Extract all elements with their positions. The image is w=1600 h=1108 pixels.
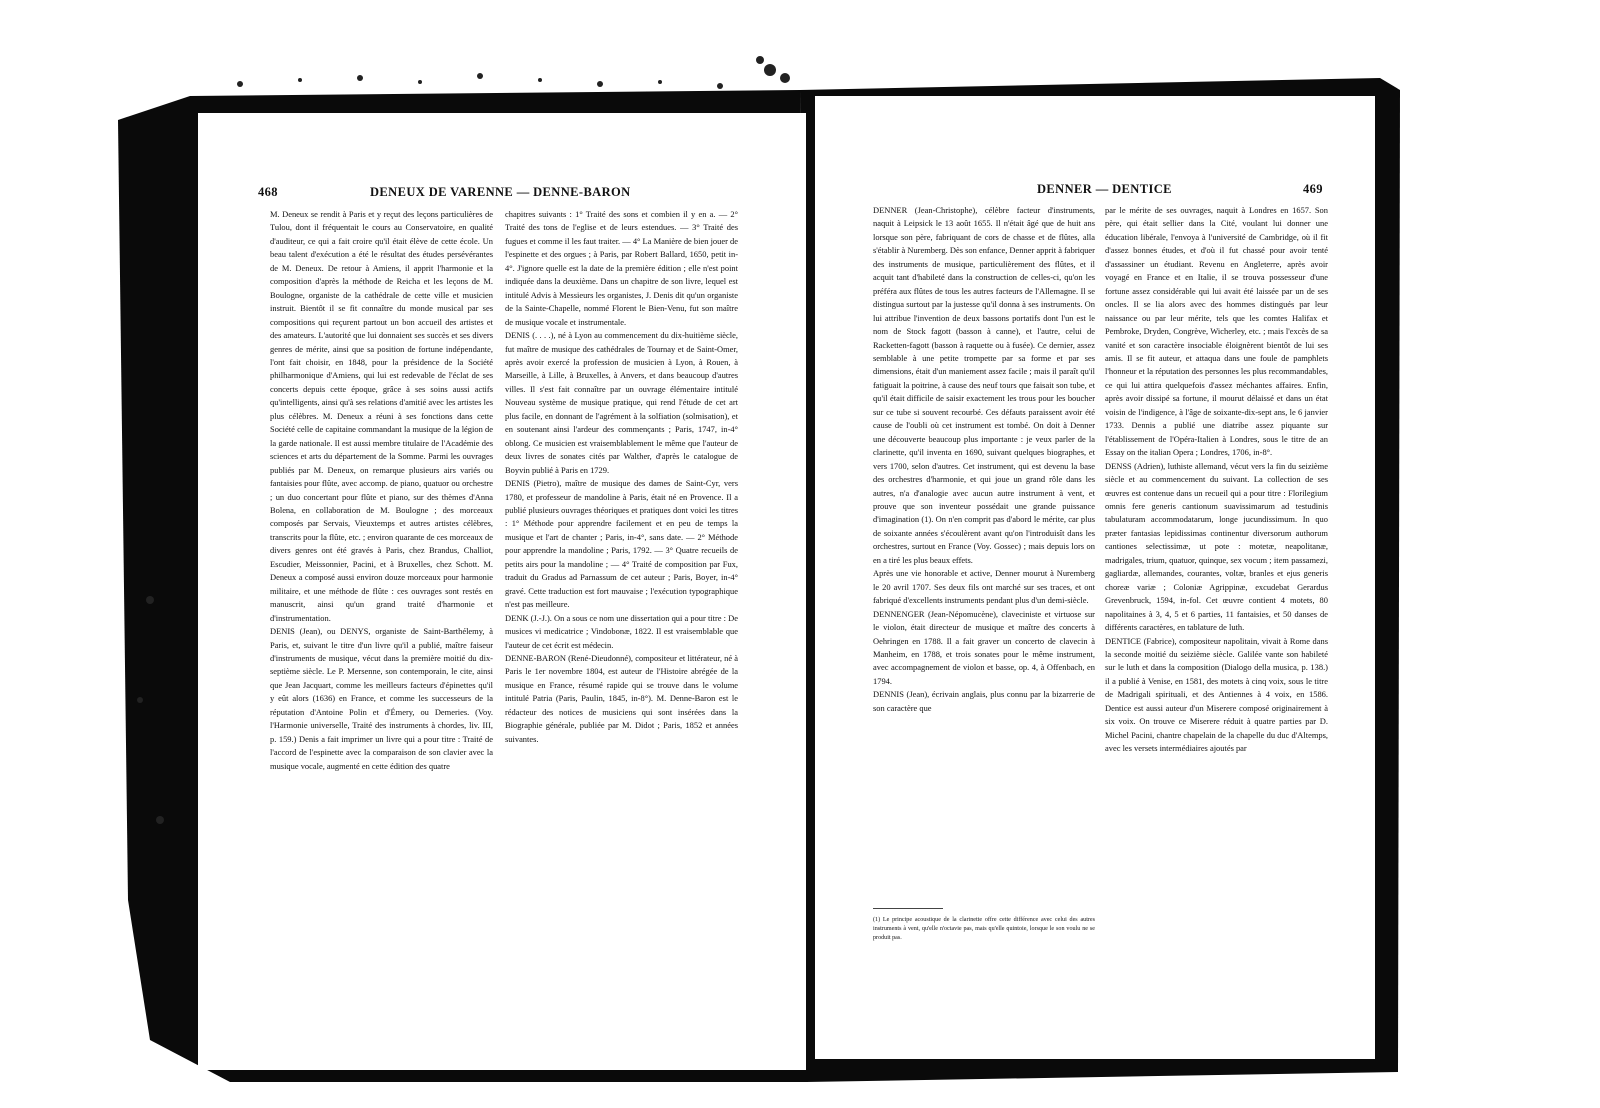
entry-denis-jean-continued: chapitres suivants : 1° Traité des sons et combien il y en a. — 2° Traité des tons de l'eglise et de leurs estendues. — 3° Traité des fugues et comme il les faut traiter. — 4° La Manière de bien jouer de l'espinette et des orgues ; à Paris, par Robert Ballard, 1650, petit in-4°. J'ignore quelle est la date de la première édition ; elle n'est point indiquée dans la deuxième. Dans un chapitre de son livre, lequel est intitulé Advis à Messieurs les organistes, J. Denis dit qu'un organiste de la Sainte-Chapelle, nommé Florent le Bien-Venu, fut son maître de musique vocale et instrumentale. bbox=[505, 209, 738, 327]
column-left-2 bbox=[505, 208, 738, 1068]
entry-denis-pietro: DENIS (Pietro), maître de musique des dames de Saint-Cyr, vers 1780, et professeur de mandoline à Paris, était né en Provence. Il a publié plusieurs ouvrages théoriques et pratiques dont voici les titres : 1° Méthode pour apprendre facilement et en peu de temps la musique et l'art de chanter ; Paris, in-4°, sans date. — 2° Méthode pour apprendre la mandoline ; Paris, 1792. — 3° Quatre recueils de petits airs pour la mandoline ; — 4° Traité de composition par Fux, traduit du Gradus ad Parnassum de cet auteur ; Paris, Boyer, in-4° gravé. Cette traduction est fort mauvaise ; l'exécution typographique n'est pas meilleure. bbox=[505, 478, 738, 610]
entry-denis-jean: DENIS (Jean), ou DENYS, organiste de Saint-Barthélemy, à Paris, et, suivant le titre d'un livre qu'il a publié, maître faiseur d'instruments de musique, vécut dans la première moitié du dix-septième siècle. Le P. Mersenne, son contemporain, le cite, ainsi que Jean Jacquart, comme les meilleurs facteurs d'épinettes qu'il y eût alors (1636) en France, et comme les successeurs de la réputation d'Antoine Polin et d'Émery, ou Demeries. (Voy. l'Harmonie universelle, Traité des instruments à chordes, liv. III, p. 159.) Denis a fait imprimer un livre qui a pour titre : Traité de l'accord de l'espinette avec la comparaison de son clavier avec la musique vocale, augmenté en cette édition des quatre bbox=[270, 626, 493, 771]
footnote: (1) Le principe acoustique de la clarinette offre cette différence avec celui des autres instruments à vent, qu'elle n'octavie pas, mais qu'elle quintoie, lorsque le son voulu ne se produit pas. bbox=[873, 917, 1095, 941]
left-page bbox=[198, 113, 806, 1070]
running-head: DENEUX DE VARENNE — DENNE-BARON bbox=[370, 185, 631, 199]
running-head: DENNER — DENTICE bbox=[1037, 182, 1172, 196]
page-number: 468 bbox=[258, 185, 278, 199]
column-right-2 bbox=[1105, 204, 1328, 1049]
page-number: 469 bbox=[1303, 182, 1323, 196]
entry-denk: DENK (J.-J.). On a sous ce nom une dissertation qui a pour titre : De musices vi medicatrice ; Vindobonæ, 1822. Il est vraisemblable que l'auteur de cet écrit est médecin. bbox=[505, 612, 738, 650]
entry-denner-death: Après une vie honorable et active, Denner mourut à Nuremberg le 20 avril 1707. Ses deux fils ont marché sur ses traces, et ont fabriqué d'excellents instruments pendant plus d'un demi-siècle. bbox=[873, 568, 1095, 606]
entry-dentice: DENTICE (Fabrice), compositeur napolitain, vivait à Rome dans la seconde moitié du seizième siècle. Galilée vante son habileté sur le luth et dans la composition (Dialogo della musica, p. 138.) il a publié à Venise, en 1581, des motets à cinq voix, sous le titre de Madrigali spirituali, et des Antiennes à 4 voix, en 1586. Dentice est aussi auteur d'un Miserere composé originairement à six voix. On trouve ce Miserere réduit à quatre parties par D. Michel Pacini, chantre chapelain de la chapelle du duc d'Altemps, avec les versets intermédiaires ajoutés par bbox=[1105, 635, 1328, 754]
column-right-1 bbox=[873, 204, 1095, 904]
entry-dennis-continued: par le mérite de ses ouvrages, naquit à Londres en 1657. Son père, qui était sellier dans la Cité, voulant lui donner une éducation libérale, l'envoya à l'université de Cambridge, où il fit d'assez bonnes études, et d'où il fut chassé pour avoir tenté d'assassiner un étudiant. Revenu en Angleterre, après avoir voyagé en France et en Italie, il se trouva possesseur d'une fortune assez considérable qui lui avait été laissée par un de ses oncles. Il se lia alors avec des hommes distingués par leur naissance ou par leur mérite, tels que les comtes Halifax et Pembroke, Dryden, Congrève, Wicherley, etc. ; mais l'excès de sa vanité et son caractère insociable éloignèrent bientôt de lui ses amis. Il se fit auteur, et attaqua dans une foule de pamphlets l'honneur et la réputation des personnes les plus recommandables, ce qui lui attira quelquefois d'assez méchantes affaires. Enfin, après avoir dissipé sa fortune, il mourut délaissé et dans un état voisin de l'indigence, à l'âge de soixante-dix-sept ans, le 6 janvier 1733. Dennis a publié une diatribe assez piquante sur l'établissement de l'Opéra-Italien à Londres, sous le titre de an Essay on the italian Opera ; Londres, 1706, in-8°. bbox=[1105, 205, 1328, 458]
entry-dennenger: DENNENGER (Jean-Népomucène), claveciniste et virtuose sur le violon, était directeur de musique et maître des concerts à Oehringen en 1788. Il a fait graver un concerto de clavecin à Manheim, en 1788, et trois sonates pour le même instrument, avec accompagnement de violon et basse, op. 4, à Offenbach, en 1794. bbox=[873, 608, 1095, 686]
entry-denss: DENSS (Adrien), luthiste allemand, vécut vers la fin du seizième siècle et au commencement du suivant. La collection de ses œuvres est contenue dans un recueil qui a pour titre : Florilegium omnis fere generis cantionum suavissimarum ad testudinis tabulaturam accommodatarum, longe jucundissimum. In quo præter fantasias lepidissimas continentur diversorum authorum cantiones selectissimæ, ut pote : motetæ, neapolitanæ, madrigales, trium, quatuor, quinque, sex vocum ; item passamezi, gagliardæ, allemandes, courantes, voltæ, branles et ejus generis choreæ variæ ; Coloniæ Agrippinæ, excudebat Gerardus Grevenbruck, 1594, in-fol. Cet œuvre contient 4 motets, 80 napolitaines à 3, 4, 5 et 6 parties, 11 fantaisies, et 50 danses de différents caractères, en tablature de luth. bbox=[1105, 460, 1328, 633]
right-page bbox=[815, 96, 1375, 1059]
entry-denner: DENNER (Jean-Christophe), célèbre facteur d'instruments, naquit à Leipsick le 13 août 1655. Il n'était âgé que de huit ans lorsque son père, fabriquant de cors de chasse et de flûtes, alla s'établir à Nuremberg. Dès son enfance, Denner apprit à fabriquer des instruments de musique, particulièrement des flûtes, et il acquit tant d'habileté dans la construction de celles-ci, qu'on les préféra aux flûtes de tous les autres facteurs de l'Allemagne. Il se distingua surtout par la justesse qu'il donna à ses instruments. On lui attribue l'invention de deux bassons portatifs dont l'un est le nom de Stock fagott (basson à canne), et l'autre, celui de Racketten-fagott (basson à raquette ou à fusée). Ce dernier, assez semblable à une petite trompette par sa forme et par ses dimensions, était d'un maniement assez facile ; mais il paraît qu'il fatiguait la poitrine, à cause des neuf tours que faisait son tube, et qu'il était difficile de saisir exactement les trous pour les boucher sur ce tube si souvent recourbé. Ces défauts paraissent avoir été cause de l'oubli où cet instrument est tombé. On doit à Denner une découverte beaucoup plus importante : je veux parler de la clarinette, qu'il inventa en 1690, suivant quelques biographes, et vers 1700, selon d'autres. Cet instrument, qui est devenu la base des orchestres d'harmonie, et qui joue un grand rôle dans les autres, n'a d'analogie avec aucun autre instrument à vent, et prouve que son inventeur possédait une grande puissance d'imagination (1). On n'en comprit pas d'abord le mérite, car plus de soixante années s'écoulèrent avant qu'on l'introduisît dans les orchestres, surtout en France (Voy. Gossec) ; mais depuis lors on en a tiré les plus beaux effets. bbox=[873, 205, 1095, 565]
footnote-rule bbox=[873, 908, 943, 909]
entry-denne-baron: DENNE-BARON (René-Dieudonné), compositeur et littérateur, né à Paris le 1er novembre 1804, est auteur de l'Histoire abrégée de la musique en France, résumé rapide qui se trouve dans le volume intitulé Patria (Paris, Paulin, 1845, in-8°). M. Denne-Baron est le rédacteur des notices de musiciens qui sont insérées dans la Biographie générale, publiée par M. Didot ; Paris, 1852 et années suivantes. bbox=[505, 652, 738, 744]
entry-deneux-continued: M. Deneux se rendit à Paris et y reçut des leçons particulières de Tulou, dont il fréquentait le cours au Conservatoire, en qualité d'auditeur, ce qui a fait croire qu'il était élève de cette école. Un beau talent d'exécution a été le résultat des études persévérantes de M. Deneux. De retour à Amiens, il apprit l'harmonie et la composition d'après la méthode de Reicha et les leçons de M. Boulogne, organiste de la cathédrale de cette ville et musicien instruit. Bientôt il se fit connaître du monde musical par ses compositions qui reçurent partout un bon accueil des artistes et des amateurs. L'autorité que lui donnaient ses succès et ses divers genres de mérite, ainsi que sa position de fortune indépendante, l'ont fait choisir, en 1848, pour la présidence de la Société philharmonique d'Amiens, qui lui est redevable de l'éclat de ses concerts depuis cette époque, grâce à ses soins aussi actifs qu'intelligents, ainsi qu'à ses relations d'amitié avec les artistes les plus célèbres. M. Deneux a réuni à ses fonctions dans cette Société celle de capitaine commandant la musique de la légion de la garde nationale. Il est aussi membre titulaire de l'Académie des sciences et arts du département de la Somme. Parmi les ouvrages publiés par M. Deneux, on remarque plusieurs airs variés ou fantaisies pour flûte, avec accomp. de piano, quatuor ou orchestre ; un duo concertant pour flûte et piano, sur des thèmes d'Anna Bolena, en collaboration de M. Boulogne ; des morceaux composés par Servais, Vieuxtemps et autres artistes célèbres, transcrits pour la flûte, etc. ; environ quarante de ces morceaux de divers genres ont été gravés à Paris, chez Brandus, Challiot, Escudier, Meissonnier, Pacini, et à Bruxelles, chez Schott. M. Deneux a composé aussi environ douze morceaux pour harmonie militaire, et une méthode de flûte : ces ouvrages sont restés en manuscrit, ainsi qu'un grand traité d'harmonie et d'instrumentation. bbox=[270, 209, 493, 623]
column-left-1 bbox=[270, 208, 493, 1068]
entry-denis-lyon: DENIS (. . . .), né à Lyon au commencement du dix-huitième siècle, fut maître de musique des cathédrales de Tournay et de Saint-Omer, après avoir exercé la profession de musicien à Lyon, à Rouen, à Marseille, à Lille, à Bruxelles, à Anvers, et dans beaucoup d'autres villes. Il s'est fait connaître par un ouvrage élémentaire intitulé Nouveau système de musique pratique, qui rend l'étude de cet art plus facile, en donnant de l'agrément à la solfiation (solmisation), et en soutenant ainsi l'ardeur des commençants ; Paris, 1747, in-4° oblong. Ce musicien est vraisemblablement le même que l'auteur de deux livres de sonates cités par Walther, d'après le catalogue de Boyvin publié à Paris en 1729. bbox=[505, 330, 738, 475]
entry-dennis: DENNIS (Jean), écrivain anglais, plus connu par la bizarrerie de son caractère que bbox=[873, 689, 1095, 713]
